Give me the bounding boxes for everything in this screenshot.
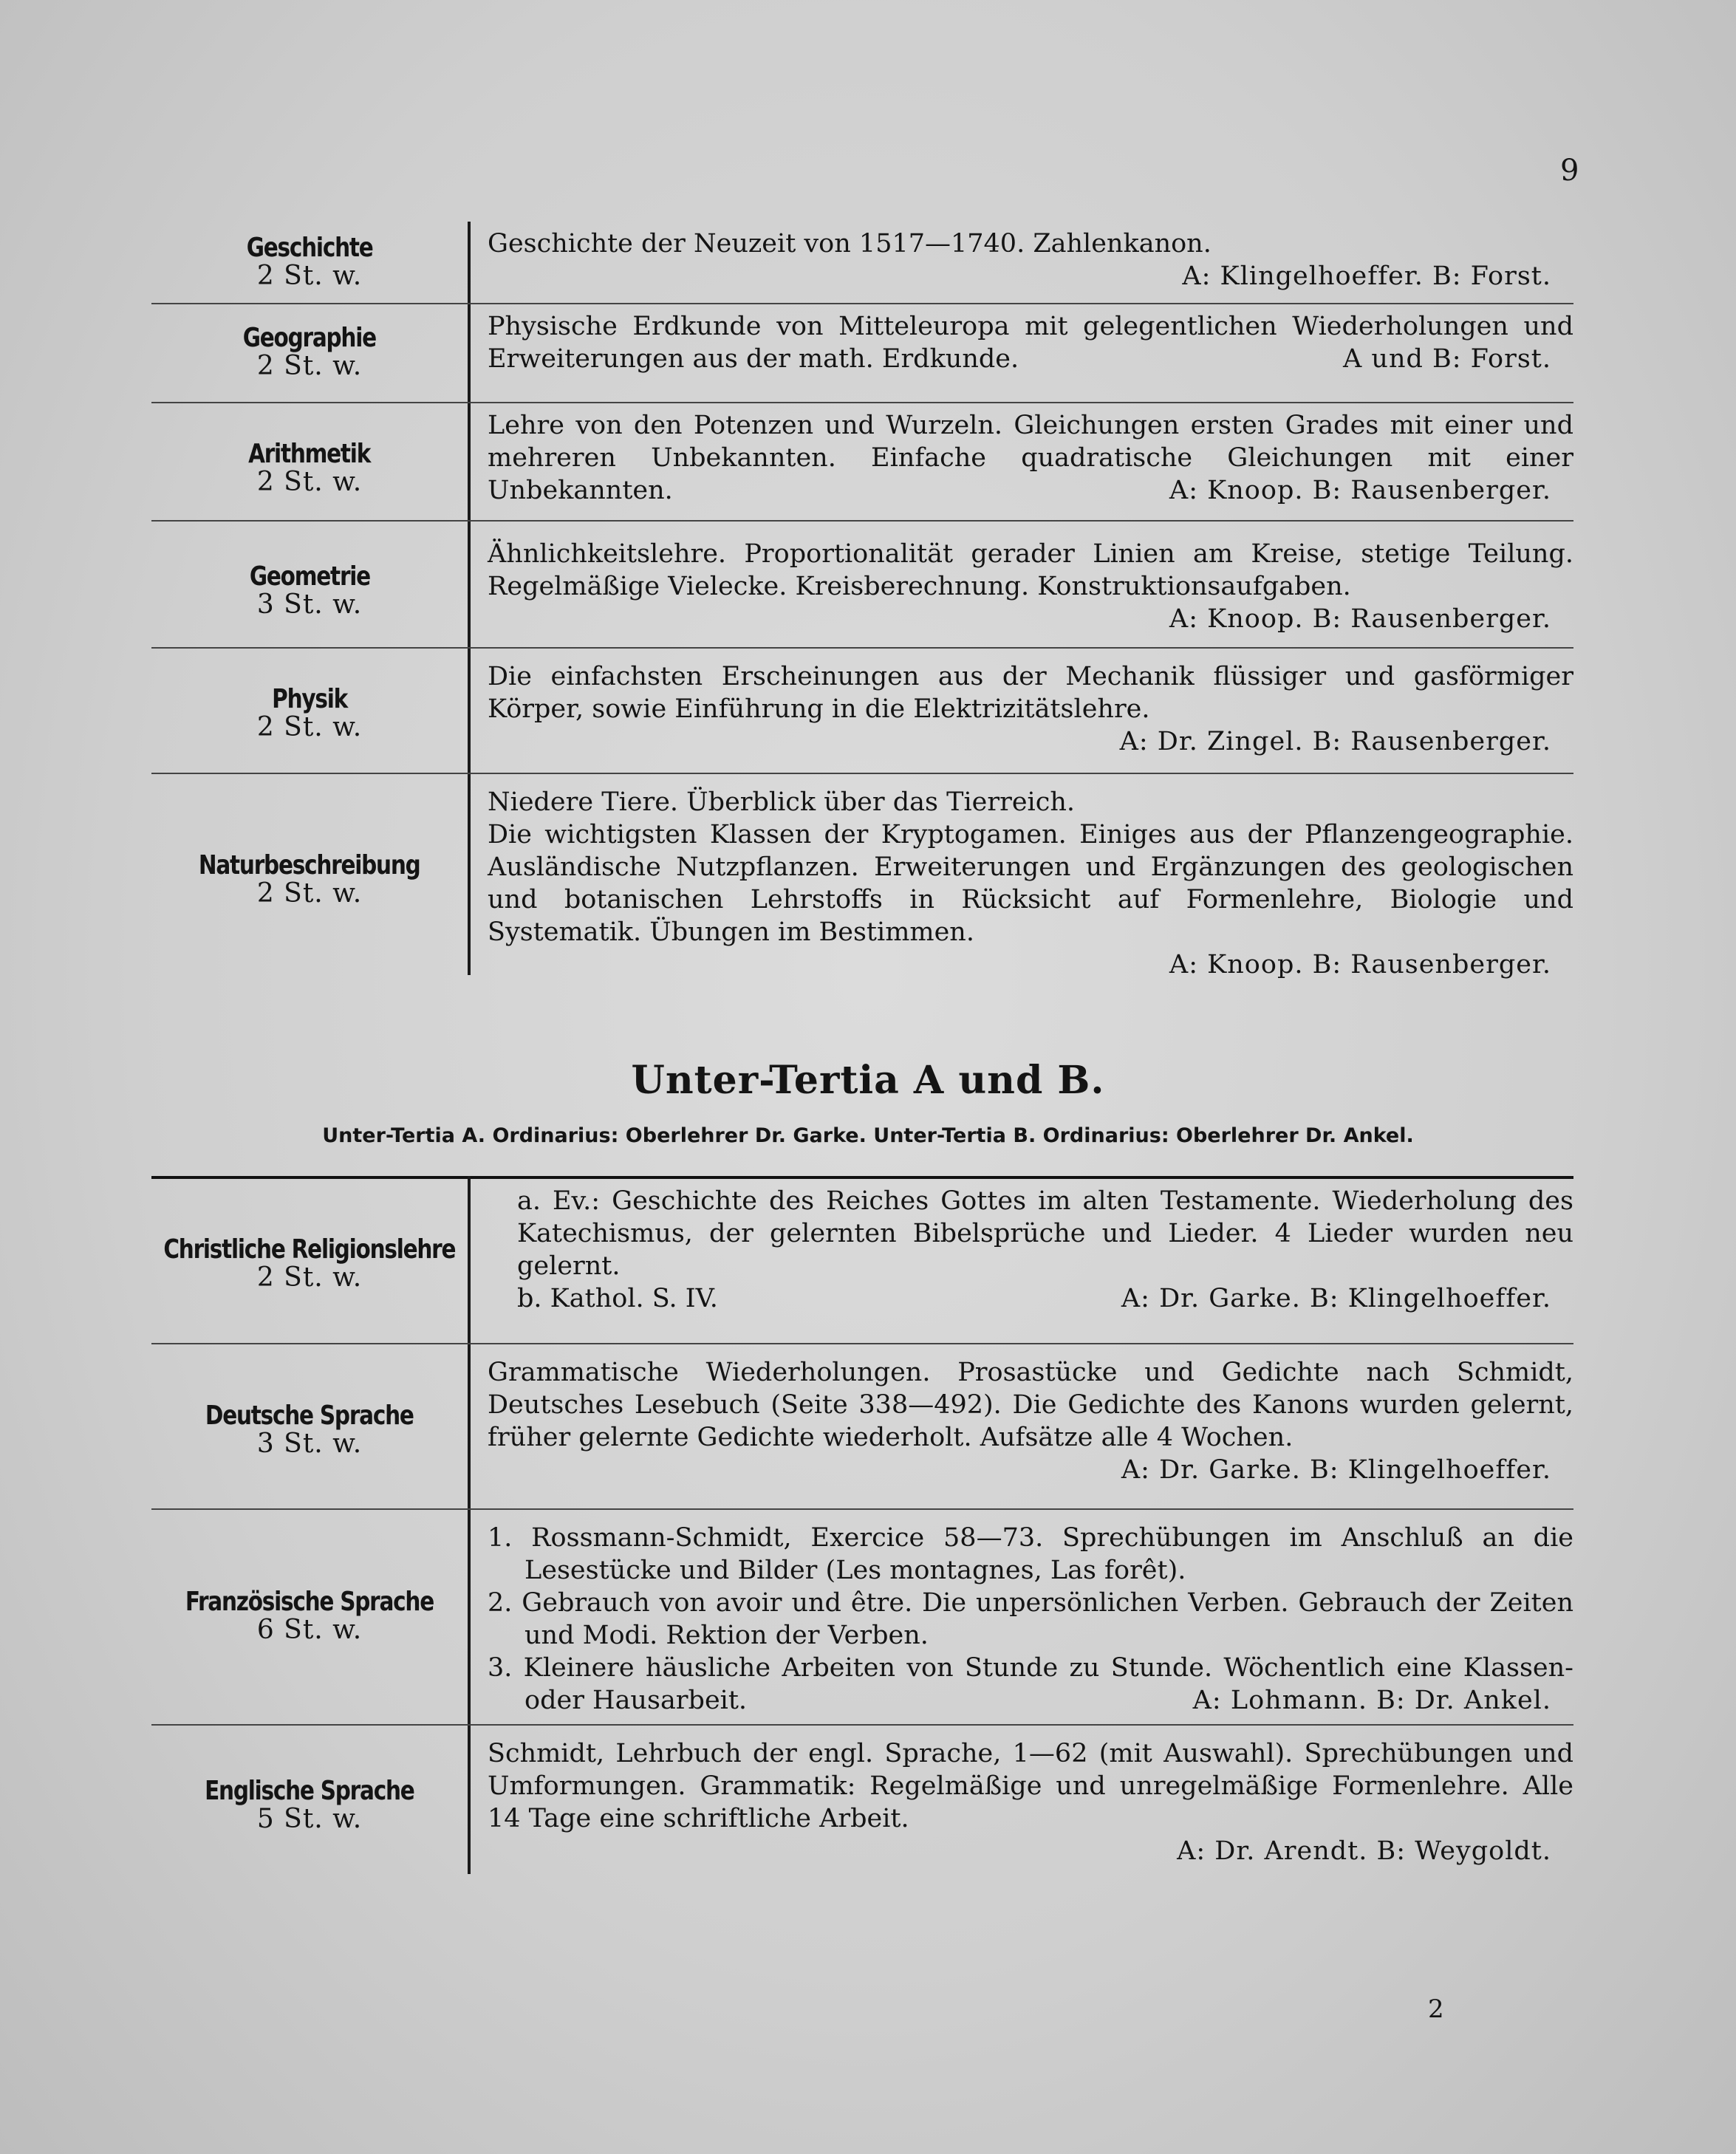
content-cell [488, 228, 1573, 293]
subject-name: Geographie [242, 323, 377, 354]
subject-cell [151, 532, 468, 650]
content-cell [517, 1185, 1573, 1315]
row-religionslehre [151, 1179, 1573, 1349]
subject-hours: 2 St. w. [256, 351, 363, 381]
subject-cell [151, 654, 468, 773]
subject-cell [151, 1179, 468, 1349]
subject-hours: 2 St. w. [256, 878, 363, 909]
content-text: a. Ev.: Geschichte des Reiches Gottes im alten Testamente. Wiederholung des Katechismus, der gelernten Bibelsprüche und Lieder. 4 Lieder wurden neu gelernt. [517, 1186, 1573, 1281]
subject-name: Naturbeschreibung [199, 850, 420, 881]
content-text: Ähnlichkeitslehre. Proportionalität gerader Linien am Kreise, stetige Teilung. Regelmäßige Vielecke. Kreisberechnung. Konstruktionsaufgaben. [488, 539, 1573, 601]
subject-cell [151, 1350, 468, 1509]
teachers: A: Knoop. B: Rausenberger. [1169, 476, 1551, 505]
content-cell [488, 409, 1573, 507]
row-geographie [151, 304, 1573, 400]
content-text: Niedere Tiere. Überblick über das Tierreich. [488, 787, 1076, 817]
section-title: Unter-Tertia A und B. [631, 1058, 1105, 1103]
subject-hours: 2 St. w. [256, 467, 363, 497]
ordinarius-line: Unter-Tertia A. Ordinarius: Oberlehrer Dr. Garke. Unter-Tertia B. Ordinarius: Oberlehrer Dr. Ankel. [322, 1124, 1414, 1147]
content-text: Schmidt, Lehrbuch der engl. Sprache, 1—62 (mit Auswahl). Sprechübungen und Umformungen. Grammatik: Regelmäßige und unregelmäßige Formenlehre. Alle 14 Tage eine schriftliche Arbeit. [488, 1739, 1573, 1833]
content-cell [488, 660, 1573, 758]
subject-hours: 2 St. w. [256, 261, 363, 291]
subject-hours: 2 St. w. [256, 712, 363, 742]
subject-hours: 2 St. w. [256, 1262, 363, 1293]
content-text: 2. Gebrauch von avoir und être. Die unpersönlichen Verben. Gebrauch der Zeiten und Modi. Rektion der Verben. [488, 1588, 1573, 1650]
row-englische-sprache [151, 1731, 1573, 1879]
teachers: A: Knoop. B: Rausenberger. [1169, 604, 1551, 634]
content-text: b. Kathol. S. IV. [517, 1284, 718, 1313]
content-cell [488, 1522, 1573, 1717]
lower-curriculum-table [151, 1176, 1573, 1915]
subject-name: Physik [272, 684, 347, 715]
teachers: A: Dr. Garke. B: Klingelhoeffer. [1121, 1455, 1551, 1485]
subject-cell [151, 780, 468, 979]
subject-name: Geometrie [249, 561, 370, 592]
page-number: 9 [1560, 154, 1579, 188]
content-text: Physische Erdkunde von Mitteleuropa mit gelegentlichen Wiederholungen und Erweiterungen aus der math. Erdkunde. [488, 312, 1573, 374]
row-physik [151, 654, 1573, 773]
subject-cell [151, 403, 468, 533]
subject-cell [151, 222, 468, 303]
subject-hours: 5 St. w. [256, 1804, 363, 1834]
row-divider [151, 1343, 1573, 1344]
teachers: A: Klingelhoeffer. B: Forst. [1182, 261, 1551, 291]
content-cell [488, 786, 1573, 981]
sheet-signature-number: 2 [1428, 1994, 1444, 2024]
teachers: A: Dr. Arendt. B: Weygoldt. [1177, 1836, 1551, 1866]
row-divider [151, 1724, 1573, 1726]
row-deutsche-sprache [151, 1350, 1573, 1509]
content-text: Grammatische Wiederholungen. Prosastücke und Gedichte nach Schmidt, Deutsches Lesebuch (Seite 338—492). Die Gedichte des Kanons wurden gelernt, früher gelernte Gedichte wiederholt. Aufsätze alle 4 Wochen. [488, 1358, 1573, 1452]
content-text: Geschichte der Neuzeit von 1517—1740. Zahlenkanon. [488, 229, 1212, 259]
subject-cell [151, 304, 468, 400]
content-text: 1. Rossmann-Schmidt, Exercice 58—73. Sprechübungen im Anschluß an die Lesestücke und Bilder (Les montagnes, Las forêt). [488, 1523, 1573, 1585]
row-divider [151, 520, 1573, 522]
teachers: A und B: Forst. [1343, 344, 1551, 374]
teachers: A: Lohmann. B: Dr. Ankel. [1192, 1686, 1551, 1715]
row-divider [151, 773, 1573, 774]
row-divider [151, 1508, 1573, 1510]
teachers: A: Dr. Garke. B: Klingelhoeffer. [1121, 1284, 1551, 1313]
teachers: A: Dr. Zingel. B: Rausenberger. [1119, 727, 1551, 756]
subject-cell [151, 1731, 468, 1879]
subject-name: Christliche Religionslehre [163, 1234, 456, 1265]
content-text: Die wichtigsten Klassen der Kryptogamen. Einiges aus der Pflanzengeographie. Ausländische Nutzpflanzen. Erweiterungen und Ergänzungen des geologischen und botanischen Lehrstoffs in Rücksicht auf Formenlehre, Biologie und Systematik. Übungen im Bestimmen. [488, 820, 1573, 947]
row-franzoesische-sprache [151, 1516, 1573, 1717]
content-cell [488, 1737, 1573, 1867]
row-divider [151, 647, 1573, 649]
subject-name: Arithmetik [248, 439, 371, 470]
upper-curriculum-table [151, 222, 1573, 1012]
row-arithmetik [151, 403, 1573, 533]
row-naturbeschreibung [151, 780, 1573, 979]
subject-hours: 3 St. w. [256, 589, 363, 620]
subject-name: Geschichte [246, 233, 373, 264]
content-text: Lehre von den Potenzen und Wurzeln. Gleichungen ersten Grades mit einer und mehreren Unbekannten. Einfache quadratische Gleichungen mit einer Unbekannten. [488, 411, 1573, 505]
subject-name: Deutsche Sprache [205, 1400, 414, 1431]
content-text: 3. Kleinere häusliche Arbeiten von Stunde zu Stunde. Wöchentlich eine Klassen- oder Hausarbeit. [488, 1653, 1573, 1715]
row-geometrie [151, 532, 1573, 650]
content-text: Die einfachsten Erscheinungen aus der Mechanik flüssiger und gasförmiger Körper, sowie Einführung in die Elektrizitätslehre. [488, 662, 1573, 724]
teachers: A: Knoop. B: Rausenberger. [1169, 950, 1551, 979]
subject-name: Englische Sprache [205, 1776, 414, 1807]
content-cell [488, 310, 1573, 375]
content-cell [488, 538, 1573, 635]
subject-hours: 3 St. w. [256, 1428, 363, 1459]
row-geschichte [151, 222, 1573, 303]
subject-name: Französische Sprache [185, 1587, 434, 1618]
subject-cell [151, 1516, 468, 1717]
content-cell [488, 1356, 1573, 1486]
subject-hours: 6 St. w. [256, 1615, 363, 1645]
